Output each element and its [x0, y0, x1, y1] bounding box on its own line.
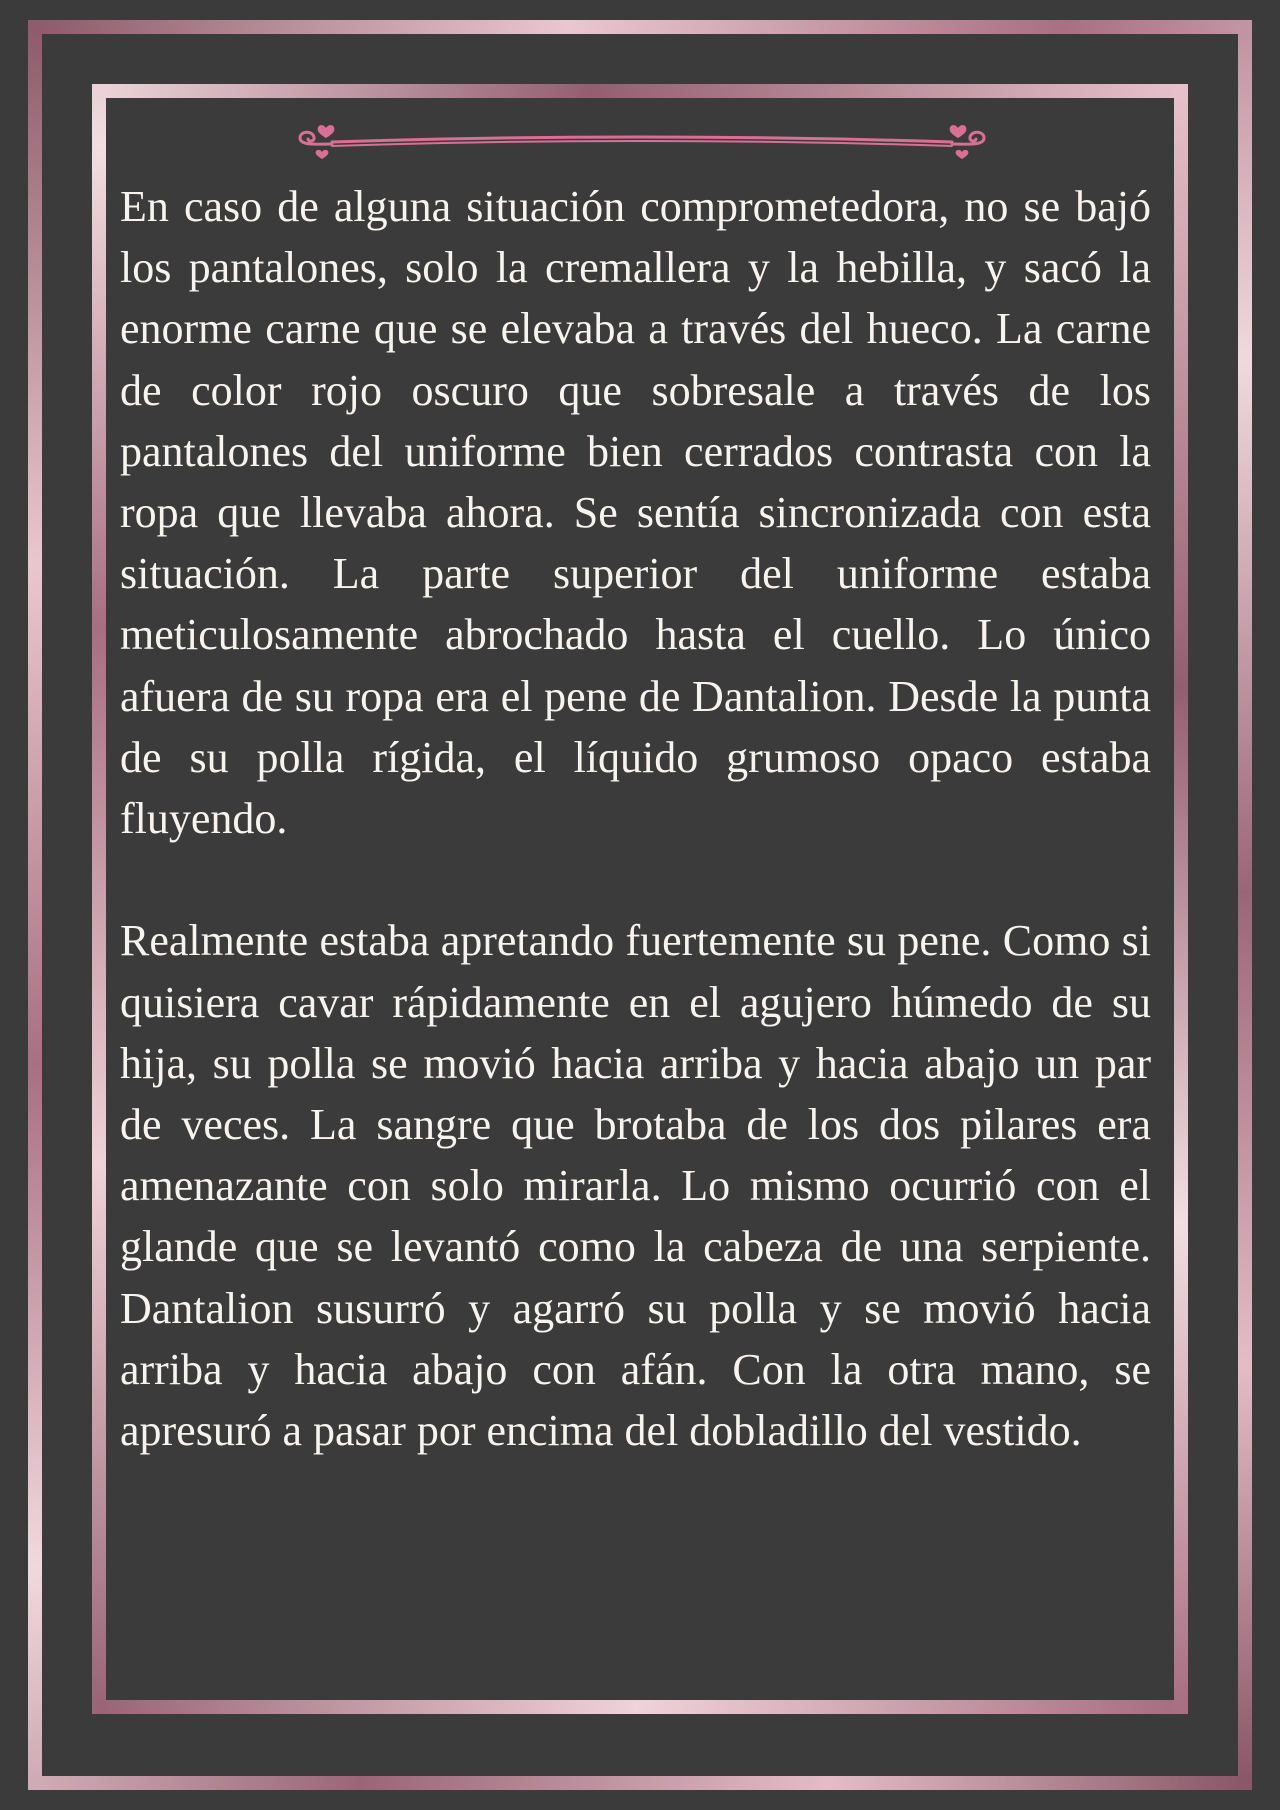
- story-text: [120, 176, 1151, 1461]
- paragraph-1: En caso de alguna situación comprometedora, no se bajó los pantalones, solo la cremallera y la hebilla, y sacó la enorme carne que se elevaba a través del hueco. La carne de color rojo oscuro que sobresale a través de los pantalones del uniforme bien cerrados contrasta con la ropa que llevaba ahora. Se sentía sincronizada con esta situación. La parte superior del uniforme estaba meticulosamente abrochado hasta el cuello. Lo único afuera de su ropa era el pene de Dantalion. Desde la punta de su polla rígida, el líquido grumoso opaco estaba fluyendo.: [120, 182, 1151, 844]
- paragraph-2: Realmente estaba apretando fuertemente su pene. Como si quisiera cavar rápidamente en el agujero húmedo de su hija, su polla se movió hacia arriba y hacia abajo un par de veces. La sangre que brotaba de los dos pilares era amenazante con solo mirarla. Lo mismo ocurrió con el glande que se levantó como la cabeza de una serpiente. Dantalion susurró y agarró su polla y se movió hacia arriba y hacia abajo con afán. Con la otra mano, se apresuró a pasar por encima del dobladillo del vestido.: [120, 916, 1151, 1456]
- heart-scroll-divider-icon: [292, 118, 992, 164]
